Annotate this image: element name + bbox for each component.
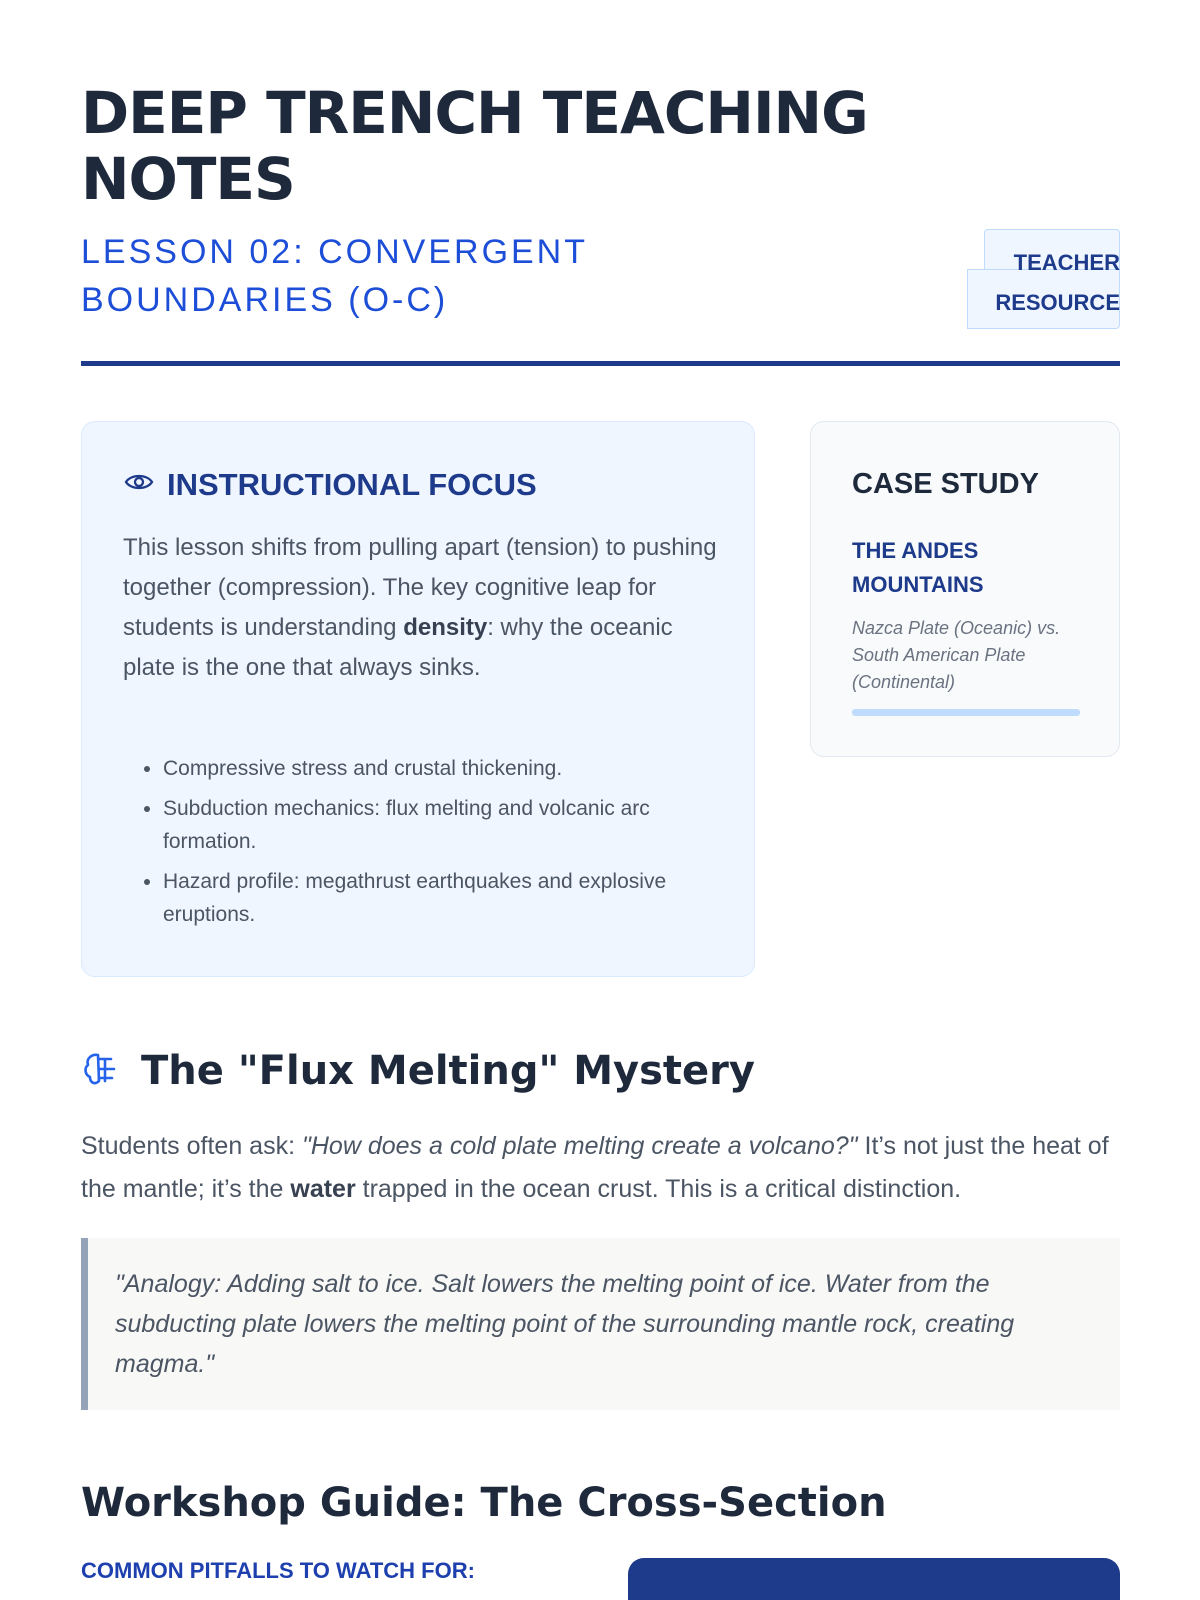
teaching-notes-page [81,0,1120,1600]
focus-title: INSTRUCTIONAL FOCUS [167,466,537,502]
list-item: • Subduction mechanics: flux melting and volcanic arc formation. [163,792,723,858]
teacher-resource-badge [984,229,1120,332]
instructional-focus-card [81,421,755,977]
focus-description: This lesson shifts from pulling apart (tension) to pushing together (compression). The key cognitive leap for students is understanding density: why the oceanic plate is the one that always sinks. [123,534,717,681]
header-divider [81,361,1120,366]
case-study-card [810,421,1120,757]
workshop-title: Workshop Guide: The Cross-Section [81,1480,887,1526]
case-study-description: Nazca Plate (Oceanic) vs. South American Plate (Continental) [852,618,1061,692]
badge-label: TEACHER RESOURCE [995,250,1120,315]
mystery-paragraph: Students often ask: "How does a cold plate melting create a volcano?" It’s not just the heat of the mantle; it’s the water trapped in the ocean crust. This is a critical distinction. [81,1132,1109,1203]
mystery-title: The "Flux Melting" Mystery [141,1048,755,1094]
lesson-subtitle: LESSON 02: CONVERGENT BOUNDARIES (O-C) [81,233,588,319]
case-study-name: THE ANDES MOUNTAINS [852,538,984,597]
analogy-text: "Analogy: Adding salt to ice. Salt lowers the melting point of ice. Water from the subducting plate lowers the melting point of the surrounding mantle rock, creating magma." [115,1270,1015,1378]
flux-melting-heading [81,1048,755,1094]
brain-icon [81,1050,119,1093]
workshop-panel [628,1558,1120,1600]
pitfalls-label: COMMON PITFALLS TO WATCH FOR: [81,1558,475,1583]
focus-heading [123,466,537,503]
water-keyword: water [290,1175,356,1203]
focus-list [163,752,723,938]
student-question: "How does a cold plate melting create a volcano?" [301,1132,858,1160]
analogy-quote [81,1238,1120,1410]
case-study-title: CASE STUDY [852,468,1039,500]
list-item: • Compressive stress and crustal thickening. [163,752,723,785]
eye-icon [123,466,155,503]
list-item: • Hazard profile: megathrust earthquakes and explosive eruptions. [163,865,723,931]
density-keyword: density [403,614,488,641]
page-title: DEEP TRENCH TEACHING NOTES [81,79,868,213]
case-study-accent-bar [852,709,1080,716]
